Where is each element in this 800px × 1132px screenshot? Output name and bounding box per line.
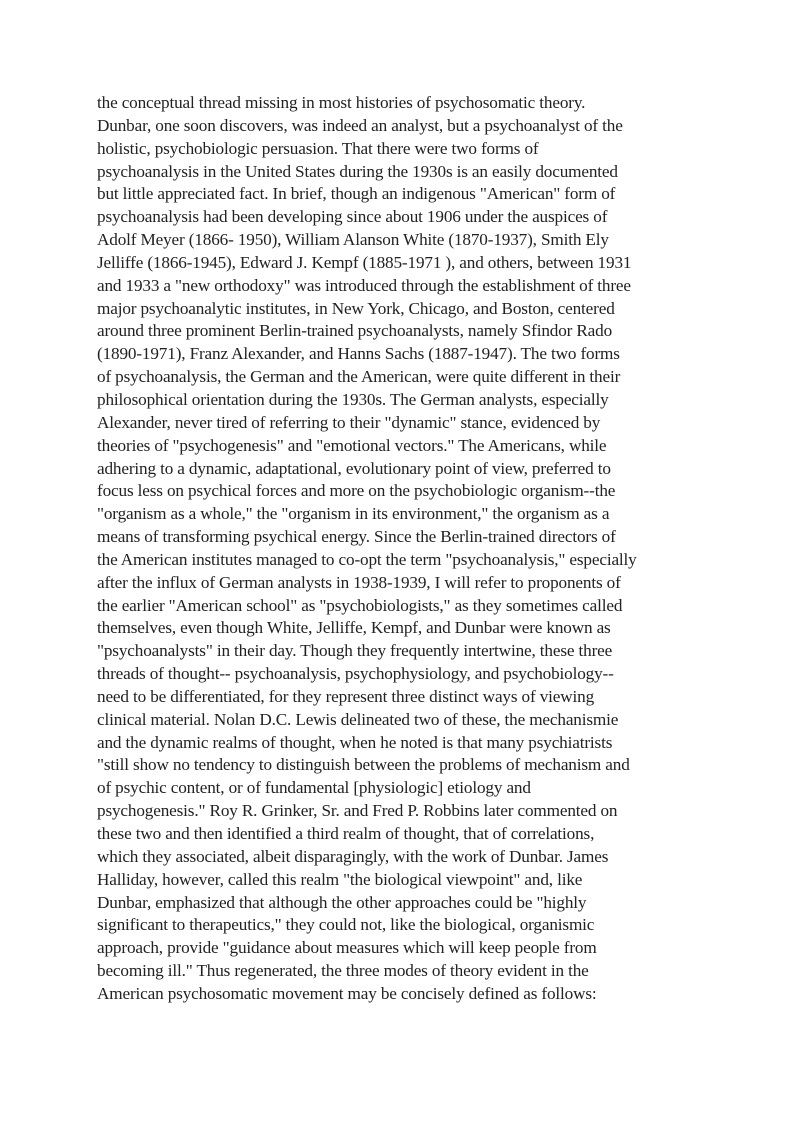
text-line: theories of "psychogenesis" and "emotional vectors." The Americans, while [97,435,607,455]
text-line: psychoanalysis in the United States during the 1930s is an easily documented [97,161,618,181]
text-line: psychoanalysis had been developing since about 1906 under the auspices of [97,207,608,227]
text-line: need to be differentiated, for they represent three distinct ways of viewing [97,686,595,706]
text-line: after the influx of German analysts in 1938-1939, I will refer to proponents of [97,572,621,592]
text-line: Alexander, never tired of referring to their "dynamic" stance, evidenced by [97,412,601,432]
text-line: themselves, even though White, Jelliffe, Kempf, and Dunbar were known as [97,618,611,638]
text-line: of psychic content, or of fundamental [physiologic] etiology and [97,778,531,798]
text-line: and the dynamic realms of thought, when he noted is that many psychiatrists [97,732,613,752]
text-line: holistic, psychobiologic persuasion. That there were two forms of [97,138,539,158]
text-line: "organism as a whole," the "organism in its environment," the organism as a [97,504,610,524]
text-line: around three prominent Berlin-trained psychoanalysts, namely Sfindor Rado [97,321,613,341]
text-line: "still show no tendency to distinguish between the problems of mechanism and [97,755,630,775]
text-line: threads of thought-- psychoanalysis, psychophysiology, and psychobiology-- [97,664,614,684]
text-line: significant to therapeutics," they could not, like the biological, organismic [97,915,595,935]
text-line: major psychoanalytic institutes, in New York, Chicago, and Boston, centered [97,298,615,318]
text-line: adhering to a dynamic, adaptational, evolutionary point of view, preferred to [97,458,611,478]
text-line: and 1933 a "new orthodoxy" was introduced through the establishment of three [97,275,631,295]
text-line: these two and then identified a third realm of thought, that of correlations, [97,824,595,843]
text-line: Adolf Meyer (1866- 1950), William Alanson White (1870-1937), Smith Ely [97,230,609,250]
text-line: American psychosomatic movement may be concisely defined as follows: [97,983,597,1003]
text-line: the American institutes managed to co-opt the term "psychoanalysis," especially [97,549,637,569]
text-line: Dunbar, emphasized that although the other approaches could be "highly [97,892,587,912]
text-line: becoming ill." Thus regenerated, the three modes of theory evident in the [97,961,589,981]
document-page [97,92,737,1006]
text-line: of psychoanalysis, the German and the American, were quite different in their [97,367,621,387]
text-line: focus less on psychical forces and more on the psychobiologic organism--the [97,481,616,501]
text-line: clinical material. Nolan D.C. Lewis delineated two of these, the mechanismie [97,709,619,729]
text-line: Dunbar, one soon discovers, was indeed an analyst, but a psychoanalyst of the [97,115,623,135]
text-line: which they associated, albeit disparagingly, with the work of Dunbar. James [97,846,609,866]
text-line: means of transforming psychical energy. Since the Berlin-trained directors of [97,527,616,547]
text-line: psychogenesis." Roy R. Grinker, Sr. and Fred P. Robbins later commented on [97,801,618,821]
text-line: (1890-1971), Franz Alexander, and Hanns Sachs (1887-1947). The two forms [97,344,620,364]
text-line: the conceptual thread missing in most histories of psychosomatic theory. [97,93,586,112]
text-line: but little appreciated fact. In brief, though an indigenous "American" form of [97,184,616,204]
body-paragraph [97,92,737,1006]
text-line: philosophical orientation during the 1930s. The German analysts, especially [97,389,609,409]
text-line: approach, provide "guidance about measures which will keep people from [97,938,597,958]
text-line: Jelliffe (1866-1945), Edward J. Kempf (1885-1971 ), and others, between 1931 [97,252,632,272]
text-line: Halliday, however, called this realm "the biological viewpoint" and, like [97,869,583,889]
text-line: the earlier "American school" as "psychobiologists," as they sometimes called [97,595,623,615]
text-line: "psychoanalysts" in their day. Though they frequently intertwine, these three [97,641,613,661]
